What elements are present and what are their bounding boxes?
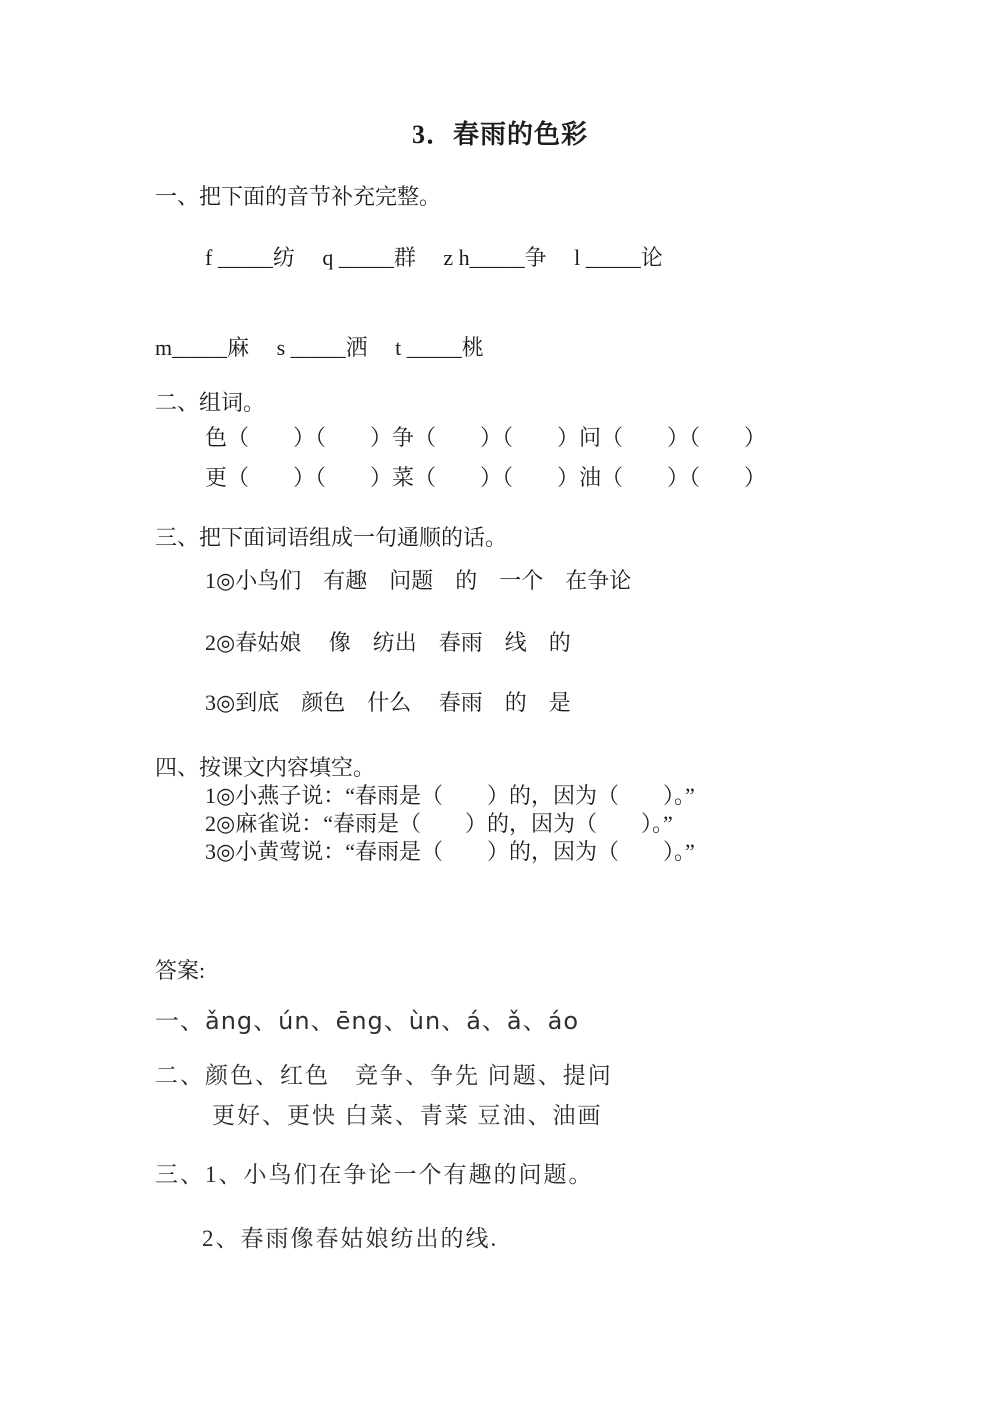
section1-heading: 一、把下面的音节补充完整。	[155, 184, 442, 209]
word-row-2: 更（ ）（ ）菜（ ）（ ）油（ ）（ ）	[205, 465, 767, 490]
section4-heading: 四、按课文内容填空。	[155, 755, 376, 780]
sentence-item-3: 3◎到底 颜色 什么 春雨 的 是	[205, 690, 571, 715]
answer-sentence-2: 2、春雨像春姑娘纺出的线.	[202, 1226, 499, 1251]
section3-heading: 三、把下面词语组成一句通顺的话。	[155, 525, 508, 550]
word-row-1: 色（ ）（ ）争（ ）（ ）问（ ）（ ）	[205, 425, 767, 450]
worksheet-title: 3．春雨的色彩	[411, 120, 588, 149]
answer-sentence-1: 三、1、小鸟们在争论一个有趣的问题。	[155, 1162, 594, 1187]
sentence-item-2: 2◎春姑娘 像 纺出 春雨 线 的	[205, 630, 571, 655]
section2-heading: 二、组词。	[155, 390, 266, 415]
answer-pinyin: 一、ǎng、ún、ēng、ùn、á、ǎ、áo	[155, 1007, 580, 1035]
answer-words-line1: 二、颜色、红色 竞争、争先 问题、提问	[155, 1063, 613, 1088]
fill-blank-item-2: 2◎麻雀说：“春雨是（ ）的，因为（ ）。”	[205, 811, 673, 836]
fill-blank-item-1: 1◎小燕子说：“春雨是（ ）的，因为（ ）。”	[205, 783, 695, 808]
syllable-line-1: f _____纺 q _____群 z h_____争 l _____论	[205, 245, 663, 270]
sentence-item-1: 1◎小鸟们 有趣 问题 的 一个 在争论	[205, 568, 632, 593]
answer-words-line2: 更好、更快 白菜、青菜 豆油、油画	[212, 1103, 603, 1128]
syllable-line-2: m_____麻 s _____洒 t _____桃	[155, 335, 484, 360]
fill-blank-item-3: 3◎小黄莺说：“春雨是（ ）的，因为（ ）。”	[205, 839, 695, 864]
answers-label: 答案:	[155, 958, 206, 983]
